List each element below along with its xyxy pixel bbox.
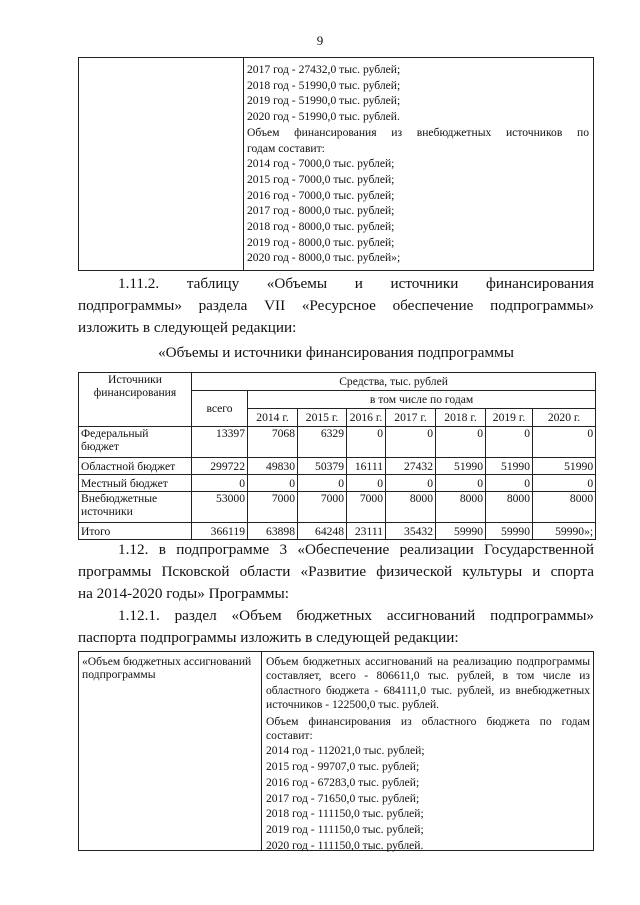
- cell-value: 35432: [386, 523, 436, 540]
- cell-value: 27432: [386, 458, 436, 475]
- year-line: 2020 год - 51990,0 тыс. рублей.: [247, 110, 400, 124]
- paragraph-line: 1.12. в подпрограмме 3 «Обеспечение реализации Государственной: [118, 541, 594, 558]
- cell-value: 63898: [248, 523, 298, 540]
- cell-value: 51990: [436, 458, 486, 475]
- cell-value: 59990: [436, 523, 486, 540]
- cell-total: 299722: [192, 458, 248, 475]
- cell-value: 50379: [298, 458, 347, 475]
- extrabudget-heading-cont: годам составит:: [247, 141, 325, 155]
- cell-value: 7000: [347, 492, 386, 523]
- passport-subheading: Объем финансирования из областного бюджета по годам составит:: [266, 714, 590, 743]
- cell-value: 0: [486, 475, 533, 492]
- paragraph-line: паспорта подпрограммы изложить в следующей редакции:: [78, 629, 459, 646]
- row-label: Итого: [79, 523, 192, 540]
- cell-value: 0: [347, 475, 386, 492]
- cell-value: 0: [436, 475, 486, 492]
- year-line: 2014 год - 7000,0 тыс. рублей;: [247, 157, 395, 171]
- cell-value: 0: [248, 475, 298, 492]
- year-line: 2016 год - 67283,0 тыс. рублей;: [266, 775, 420, 789]
- year-line: 2020 год - 8000,0 тыс. рублей»;: [247, 251, 401, 265]
- cell-value: 8000: [386, 492, 436, 523]
- row-label: Федеральный бюджет: [79, 427, 192, 458]
- passport-right-cell: [262, 652, 593, 850]
- paragraph-line: на 2014-2020 годы» Программы:: [78, 585, 289, 602]
- page-number: 9: [316, 33, 324, 48]
- paragraph-1-12: [78, 539, 594, 605]
- row-label: Внебюджетные источники: [79, 492, 192, 523]
- table-title: «Объемы и источники финансирования подпрограммы: [158, 344, 514, 361]
- year-line: 2015 год - 99707,0 тыс. рублей;: [266, 760, 420, 774]
- header-year: 2014 г.: [248, 409, 298, 427]
- header-means: Средства, тыс. рублей: [192, 373, 596, 391]
- cell-value: 0: [298, 475, 347, 492]
- year-line: 2018 год - 111150,0 тыс. рублей;: [266, 807, 424, 821]
- cell-value: 23111: [347, 523, 386, 540]
- cell-value: 64248: [298, 523, 347, 540]
- table-row-total: [79, 523, 596, 540]
- cell-value: 0: [486, 427, 533, 458]
- cell-value: 8000: [436, 492, 486, 523]
- cell-value: 0: [386, 427, 436, 458]
- paragraph-line: изложить в следующей редакции:: [78, 319, 297, 336]
- cell-value: 59990: [486, 523, 533, 540]
- paragraph-line: подпрограммы» раздела VII «Ресурсное обеспечение подпрограммы»: [78, 297, 594, 314]
- year-line: 2019 год - 51990,0 тыс. рублей;: [247, 94, 401, 108]
- cell-value: 16111: [347, 458, 386, 475]
- cell-total: 366119: [192, 523, 248, 540]
- year-line: 2018 год - 51990,0 тыс. рублей;: [247, 78, 401, 92]
- passport-table: [78, 651, 594, 851]
- header-year: 2019 г.: [486, 409, 533, 427]
- header-sources: Источники финансирования: [79, 373, 192, 427]
- year-line: 2017 год - 71650,0 тыс. рублей;: [266, 791, 420, 805]
- cell-value: 51990: [533, 458, 596, 475]
- cell-value: 8000: [486, 492, 533, 523]
- table-row: [79, 427, 596, 458]
- cell-total: 53000: [192, 492, 248, 523]
- cell-value: 49830: [248, 458, 298, 475]
- header-by-year: в том числе по годам: [248, 391, 596, 409]
- paragraph-line: 1.12.1. раздел «Объем бюджетных ассигнований подпрограммы»: [118, 607, 594, 624]
- cell-value: 7000: [298, 492, 347, 523]
- year-line: 2015 год - 7000,0 тыс. рублей;: [247, 172, 395, 186]
- table-row: [79, 492, 596, 523]
- year-line: 2017 год - 8000,0 тыс. рублей;: [247, 204, 395, 218]
- cell-total: 0: [192, 475, 248, 492]
- cell-value: 8000: [533, 492, 596, 523]
- header-total: всего: [192, 391, 248, 427]
- passport-left-cell: «Объем бюджетных ассигнований подпрограммы: [79, 652, 262, 850]
- header-year: 2015 г.: [298, 409, 347, 427]
- year-line: 2020 год - 111150,0 тыс. рублей.: [266, 838, 424, 852]
- paragraph-1-12-1: [78, 605, 594, 649]
- year-line: 2016 год - 7000,0 тыс. рублей;: [247, 188, 395, 202]
- year-line: 2018 год - 8000,0 тыс. рублей;: [247, 220, 395, 234]
- paragraph-1-11-2: [78, 273, 594, 339]
- cell-value: 7000: [248, 492, 298, 523]
- cell-value: 0: [347, 427, 386, 458]
- header-year: 2016 г.: [347, 409, 386, 427]
- row-label: Областной бюджет: [79, 458, 192, 475]
- paragraph-line: 1.11.2. таблицу «Объемы и источники финансирования: [118, 275, 594, 292]
- financing-continuation-table: [78, 57, 594, 271]
- cell-value: 6329: [298, 427, 347, 458]
- extrabudget-heading: Объем финансирования из внебюджетных источников по: [247, 125, 589, 139]
- cell-value: 51990: [486, 458, 533, 475]
- cell-total: 13397: [192, 427, 248, 458]
- paragraph-line: программы Псковской области «Развитие физической культуры и спорта: [78, 563, 594, 580]
- cell-value: 0: [386, 475, 436, 492]
- year-line: 2019 год - 111150,0 тыс. рублей;: [266, 822, 424, 836]
- year-line: 2019 год - 8000,0 тыс. рублей;: [247, 235, 395, 249]
- cell-value: 7068: [248, 427, 298, 458]
- cell-value: 0: [533, 475, 596, 492]
- header-year: 2020 г.: [533, 409, 596, 427]
- table-row: [79, 458, 596, 475]
- financing-years-cell: [244, 58, 593, 270]
- cell-value: 0: [533, 427, 596, 458]
- table-row: [79, 475, 596, 492]
- funding-table: [78, 372, 596, 540]
- header-year: 2017 г.: [386, 409, 436, 427]
- row-label: Местный бюджет: [79, 475, 192, 492]
- empty-left-cell: [79, 58, 244, 270]
- year-line: 2014 год - 112021,0 тыс. рублей;: [266, 744, 425, 758]
- header-year: 2018 г.: [436, 409, 486, 427]
- cell-value: 0: [436, 427, 486, 458]
- passport-intro: Объем бюджетных ассигнований на реализацию подпрограммы составляет, всего - 806611,0 тыс. рублей, в том числе из областного бюджета - 684111,0 тыс. рублей, из внебюджетных источников - 122500,0 тыс. рублей.: [266, 655, 590, 712]
- year-line: 2017 год - 27432,0 тыс. рублей;: [247, 63, 401, 76]
- cell-value: 59990»;: [533, 523, 596, 540]
